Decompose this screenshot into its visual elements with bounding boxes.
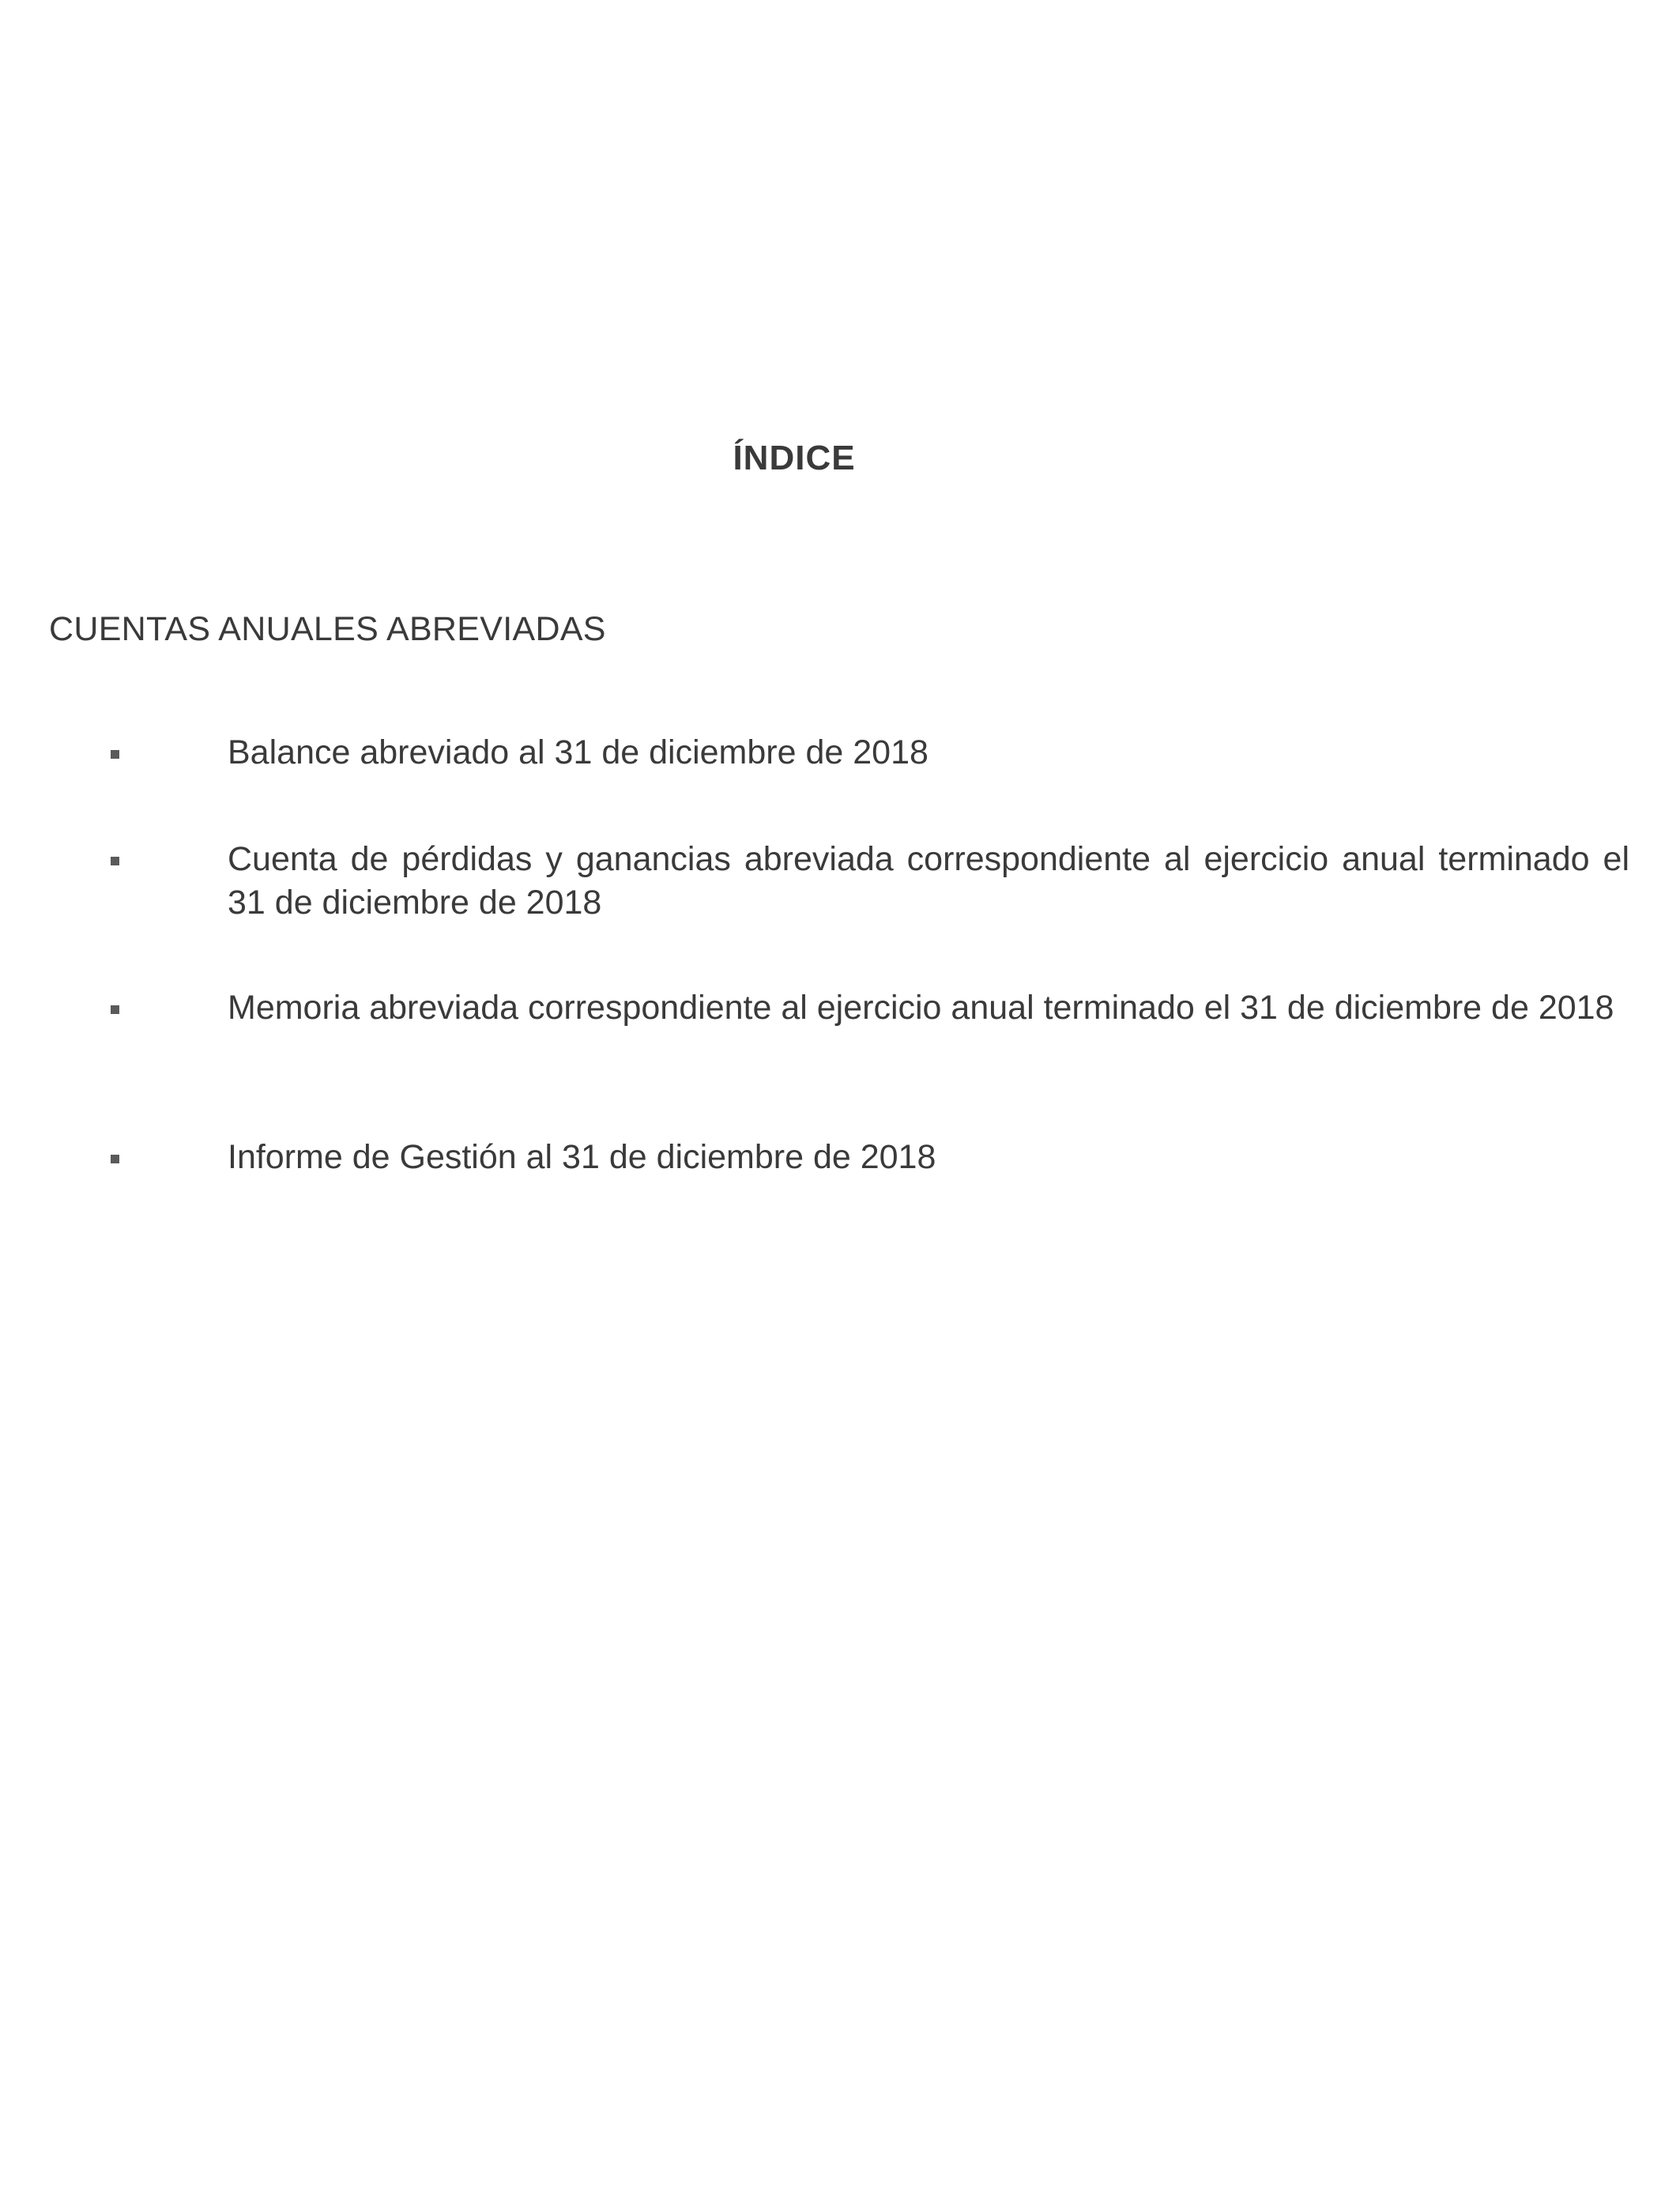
square-bullet-icon xyxy=(111,857,119,865)
section-heading: CUENTAS ANUALES ABREVIADAS xyxy=(49,610,606,648)
list-item-label: Memoria abreviada correspondiente al ejercicio anual terminado el 31 de diciembre de 2018 xyxy=(228,989,1614,1027)
list-item-label: Balance abreviado al 31 de diciembre de 2018 xyxy=(228,733,929,771)
list-item-label: Cuenta de pérdidas y ganancias abreviada correspondiente al ejercicio anual terminado el 31 de diciembre de 2018 xyxy=(228,840,1629,922)
page-title: ÍNDICE xyxy=(733,439,856,477)
square-bullet-icon xyxy=(111,750,119,759)
square-bullet-icon xyxy=(111,1005,119,1014)
square-bullet-icon xyxy=(111,1155,119,1163)
list-item-label: Informe de Gestión al 31 de diciembre de 2018 xyxy=(228,1138,936,1176)
